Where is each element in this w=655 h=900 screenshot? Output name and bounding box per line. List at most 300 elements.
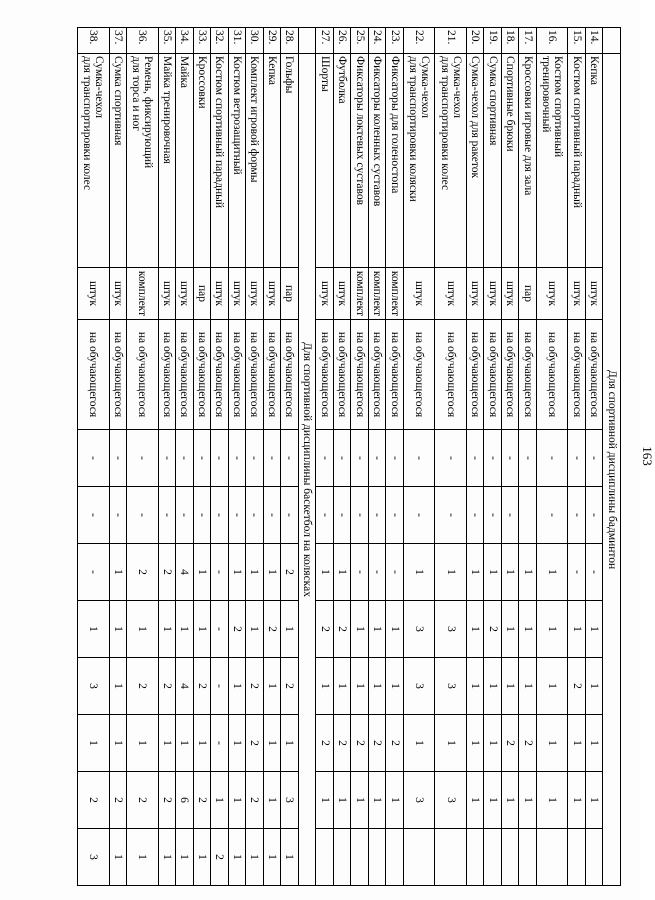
item-name: [228, 54, 246, 268]
allocation-cell: на обучающегося: [466, 320, 484, 430]
value-cell: 2: [351, 715, 369, 772]
unit-cell: штук: [568, 268, 586, 320]
value-cell: -: [78, 487, 110, 544]
value-cell: -: [585, 487, 603, 544]
allocation-cell: на обучающегося: [176, 320, 194, 430]
item-name-line: тренировочный: [540, 56, 553, 133]
value-cell: -: [127, 430, 159, 487]
item-name-line: Шорты: [318, 56, 331, 92]
value-cell: 1: [368, 658, 386, 715]
value-cell: 1: [78, 715, 110, 772]
value-cell: 1: [519, 658, 537, 715]
value-cell: 1: [158, 829, 176, 886]
value-cell: 1: [536, 715, 568, 772]
value-cell: 1: [211, 772, 229, 829]
value-cell: 3: [78, 829, 110, 886]
value-cell: -: [536, 430, 568, 487]
value-cell: 1: [333, 544, 351, 601]
value-cell: -: [368, 544, 386, 601]
value-cell: 1: [536, 772, 568, 829]
item-name: [403, 54, 435, 268]
value-cell: [585, 829, 603, 886]
value-cell: -: [403, 487, 435, 544]
item-name-line: Сумка-чехол: [450, 56, 463, 118]
unit-cell: комплект: [386, 268, 404, 320]
unit-cell: штук: [176, 268, 194, 320]
section-title: Для спортивной дисциплины баскетбол на колясках: [298, 54, 316, 886]
item-name-line: Комплект игровой формы: [248, 56, 261, 183]
value-cell: -: [386, 430, 404, 487]
value-cell: 1: [585, 772, 603, 829]
value-cell: -: [435, 487, 467, 544]
value-cell: 1: [228, 829, 246, 886]
value-cell: 1: [109, 715, 127, 772]
item-name: [246, 54, 264, 268]
table-row: [281, 28, 299, 886]
unit-cell: штук: [501, 268, 519, 320]
value-cell: 1: [466, 601, 484, 658]
value-cell: [484, 829, 502, 886]
value-cell: -: [158, 487, 176, 544]
table-row: [176, 28, 194, 886]
value-cell: 1: [484, 544, 502, 601]
value-cell: -: [435, 430, 467, 487]
item-name: [263, 54, 281, 268]
value-cell: 3: [435, 772, 467, 829]
value-cell: 4: [176, 544, 194, 601]
value-cell: 2: [281, 544, 299, 601]
value-cell: -: [211, 430, 229, 487]
unit-cell: штук: [536, 268, 568, 320]
value-cell: 1: [228, 544, 246, 601]
row-number: 22.: [403, 28, 435, 54]
value-cell: 1: [193, 715, 211, 772]
row-number: 25.: [351, 28, 369, 54]
value-cell: 1: [519, 601, 537, 658]
table-row: [333, 28, 351, 886]
value-cell: -: [127, 487, 159, 544]
value-cell: -: [228, 487, 246, 544]
table-row: [127, 28, 159, 886]
value-cell: 2: [158, 772, 176, 829]
value-cell: -: [193, 430, 211, 487]
value-cell: 2: [78, 772, 110, 829]
row-number: 29.: [263, 28, 281, 54]
table-row: [193, 28, 211, 886]
allocation-cell: на обучающегося: [158, 320, 176, 430]
value-cell: 1: [484, 658, 502, 715]
value-cell: 1: [333, 772, 351, 829]
allocation-cell: на обучающегося: [585, 320, 603, 430]
value-cell: -: [351, 487, 369, 544]
section-spacer: [603, 28, 621, 54]
table-row: [158, 28, 176, 886]
row-number: 31.: [228, 28, 246, 54]
table-row: [585, 28, 603, 886]
value-cell: 1: [109, 601, 127, 658]
table-row: [351, 28, 369, 886]
value-cell: -: [484, 430, 502, 487]
value-cell: 1: [536, 658, 568, 715]
item-name-line: Сумка-чехол: [93, 56, 106, 118]
value-cell: 1: [228, 772, 246, 829]
allocation-cell: на обучающегося: [211, 320, 229, 430]
value-cell: -: [281, 430, 299, 487]
row-number: 32.: [211, 28, 229, 54]
value-cell: -: [109, 487, 127, 544]
value-cell: 1: [536, 544, 568, 601]
value-cell: 1: [519, 772, 537, 829]
value-cell: [501, 829, 519, 886]
row-number: 23.: [386, 28, 404, 54]
value-cell: 1: [351, 772, 369, 829]
row-number: 24.: [368, 28, 386, 54]
item-name: [176, 54, 194, 268]
value-cell: 2: [484, 601, 502, 658]
unit-cell: штук: [158, 268, 176, 320]
unit-cell: комплект: [368, 268, 386, 320]
table-row: [78, 28, 110, 886]
item-name: [484, 54, 502, 268]
value-cell: [386, 829, 404, 886]
item-name-line: Сумка спортивная: [486, 56, 499, 146]
value-cell: 1: [519, 544, 537, 601]
value-cell: -: [211, 544, 229, 601]
item-name-line: Сумка-чехол: [419, 56, 432, 118]
value-cell: 3: [78, 658, 110, 715]
item-name-line: Фиксаторы локтевых суставов: [353, 56, 366, 206]
value-cell: 1: [501, 601, 519, 658]
item-name: [211, 54, 229, 268]
value-cell: 1: [501, 772, 519, 829]
value-cell: 2: [193, 658, 211, 715]
row-number: 15.: [568, 28, 586, 54]
unit-cell: пар: [281, 268, 299, 320]
item-name: [435, 54, 467, 268]
value-cell: 1: [568, 772, 586, 829]
value-cell: 3: [281, 772, 299, 829]
item-name-line: Фиксаторы для голеностопа: [388, 56, 401, 194]
page-number: 163: [640, 446, 655, 466]
item-name-line: Спортивные брюки: [504, 56, 517, 152]
value-cell: 4: [176, 658, 194, 715]
item-name: [536, 54, 568, 268]
item-name: [386, 54, 404, 268]
value-cell: -: [333, 487, 351, 544]
value-cell: -: [211, 715, 229, 772]
value-cell: 1: [158, 601, 176, 658]
equipment-table: [77, 27, 621, 886]
value-cell: 1: [386, 658, 404, 715]
row-number: 35.: [158, 28, 176, 54]
value-cell: 1: [466, 658, 484, 715]
value-cell: -: [176, 487, 194, 544]
value-cell: 1: [228, 658, 246, 715]
item-name: [368, 54, 386, 268]
section-title: Для спортивной дисциплины бадминтон: [603, 54, 621, 886]
value-cell: 1: [193, 829, 211, 886]
value-cell: -: [368, 430, 386, 487]
value-cell: [519, 487, 537, 544]
value-cell: [351, 829, 369, 886]
value-cell: 1: [109, 544, 127, 601]
item-name-line: Футболка: [336, 56, 349, 104]
value-cell: -: [386, 487, 404, 544]
value-cell: 6: [176, 772, 194, 829]
value-cell: 1: [501, 544, 519, 601]
value-cell: 1: [228, 715, 246, 772]
value-cell: 1: [281, 715, 299, 772]
table-row: [519, 28, 537, 886]
value-cell: 2: [193, 772, 211, 829]
value-cell: -: [351, 430, 369, 487]
value-cell: 1: [127, 829, 159, 886]
row-number: 30.: [246, 28, 264, 54]
section-header-row: [298, 28, 316, 886]
unit-cell: штук: [316, 268, 334, 320]
allocation-cell: на обучающегося: [193, 320, 211, 430]
table-row: [386, 28, 404, 886]
allocation-cell: на обучающегося: [568, 320, 586, 430]
item-name: [501, 54, 519, 268]
value-cell: 1: [316, 544, 334, 601]
value-cell: 1: [351, 658, 369, 715]
value-cell: 1: [568, 715, 586, 772]
unit-cell: штук: [435, 268, 467, 320]
unit-cell: пар: [193, 268, 211, 320]
allocation-cell: на обучающегося: [246, 320, 264, 430]
value-cell: 1: [368, 772, 386, 829]
value-cell: 1: [109, 658, 127, 715]
value-cell: 2: [263, 601, 281, 658]
row-number: 26.: [333, 28, 351, 54]
table-row: [466, 28, 484, 886]
item-name-line: Кепка: [588, 56, 601, 86]
row-number: 19.: [484, 28, 502, 54]
item-name-line: Кепка: [265, 56, 278, 86]
value-cell: 1: [246, 829, 264, 886]
value-cell: 1: [193, 601, 211, 658]
value-cell: 1: [176, 715, 194, 772]
item-name-line: Фиксаторы коленных суставов: [371, 56, 384, 207]
value-cell: 2: [109, 772, 127, 829]
value-cell: -: [263, 430, 281, 487]
value-cell: -: [228, 430, 246, 487]
row-number: 34.: [176, 28, 194, 54]
item-name: [281, 54, 299, 268]
row-number: 37.: [109, 28, 127, 54]
item-name: [316, 54, 334, 268]
item-name: [127, 54, 159, 268]
value-cell: -: [536, 487, 568, 544]
value-cell: 1: [585, 715, 603, 772]
value-cell: [435, 829, 467, 886]
item-name-line: Костюм ветрозащитный: [230, 56, 243, 175]
section-spacer: [298, 28, 316, 54]
unit-cell: комплект: [351, 268, 369, 320]
table-row: [403, 28, 435, 886]
allocation-cell: на обучающегося: [536, 320, 568, 430]
value-cell: 2: [316, 601, 334, 658]
unit-cell: штук: [211, 268, 229, 320]
unit-cell: штук: [246, 268, 264, 320]
item-name: [333, 54, 351, 268]
table-row: [568, 28, 586, 886]
row-number: 27.: [316, 28, 334, 54]
value-cell: 1: [263, 658, 281, 715]
section-header-row: [603, 28, 621, 886]
item-name-line: Кроссовки игровые для зала: [521, 56, 534, 196]
item-name: [466, 54, 484, 268]
value-cell: [368, 829, 386, 886]
value-cell: -: [211, 601, 229, 658]
value-cell: -: [333, 430, 351, 487]
value-cell: -: [403, 430, 435, 487]
value-cell: -: [246, 487, 264, 544]
item-name: [568, 54, 586, 268]
row-number: 18.: [501, 28, 519, 54]
allocation-cell: на обучающегося: [484, 320, 502, 430]
value-cell: -: [568, 544, 586, 601]
allocation-cell: на обучающегося: [386, 320, 404, 430]
unit-cell: штук: [585, 268, 603, 320]
allocation-cell: на обучающегося: [127, 320, 159, 430]
value-cell: 1: [281, 829, 299, 886]
value-cell: 3: [403, 601, 435, 658]
value-cell: [536, 829, 568, 886]
item-name-line: Кроссовки: [195, 56, 208, 109]
value-cell: -: [501, 487, 519, 544]
value-cell: 1: [127, 715, 159, 772]
row-number: 20.: [466, 28, 484, 54]
table-row: [211, 28, 229, 886]
value-cell: -: [316, 487, 334, 544]
value-cell: 1: [501, 658, 519, 715]
value-cell: [403, 829, 435, 886]
value-cell: -: [78, 430, 110, 487]
item-name: [585, 54, 603, 268]
value-cell: 1: [403, 544, 435, 601]
item-name-line: Майка тренировочная: [160, 56, 173, 164]
value-cell: 1: [484, 772, 502, 829]
allocation-cell: на обучающегося: [263, 320, 281, 430]
value-cell: 1: [127, 601, 159, 658]
value-cell: 1: [78, 601, 110, 658]
table-row: [263, 28, 281, 886]
value-cell: 2: [158, 658, 176, 715]
allocation-cell: на обучающегося: [333, 320, 351, 430]
value-cell: -: [211, 658, 229, 715]
unit-cell: комплект: [127, 268, 159, 320]
allocation-cell: на обучающегося: [316, 320, 334, 430]
allocation-cell: на обучающегося: [435, 320, 467, 430]
value-cell: 1: [176, 601, 194, 658]
value-cell: 1: [176, 829, 194, 886]
value-cell: 2: [228, 601, 246, 658]
table-row: [435, 28, 467, 886]
row-number: 17.: [519, 28, 537, 54]
value-cell: -: [351, 544, 369, 601]
table-row: [109, 28, 127, 886]
value-cell: 2: [127, 544, 159, 601]
value-cell: 1: [386, 772, 404, 829]
table-row: [316, 28, 334, 886]
item-name-line: для транспортировки колес: [438, 56, 451, 191]
value-cell: -: [78, 544, 110, 601]
row-number: 38.: [78, 28, 110, 54]
value-cell: 1: [246, 601, 264, 658]
value-cell: -: [466, 430, 484, 487]
allocation-cell: на обучающегося: [368, 320, 386, 430]
value-cell: -: [158, 430, 176, 487]
row-number: 28.: [281, 28, 299, 54]
value-cell: 1: [158, 715, 176, 772]
table-row: [368, 28, 386, 886]
item-name-line: Ремень, фиксирующий: [142, 56, 155, 169]
unit-cell: штук: [228, 268, 246, 320]
value-cell: 1: [263, 544, 281, 601]
value-cell: 3: [435, 601, 467, 658]
table-row: [246, 28, 264, 886]
value-cell: 2: [501, 715, 519, 772]
table-row: [501, 28, 519, 886]
value-cell: -: [368, 487, 386, 544]
table-row: [484, 28, 502, 886]
value-cell: 3: [403, 658, 435, 715]
item-name: [351, 54, 369, 268]
value-cell: 2: [368, 715, 386, 772]
allocation-cell: на обучающегося: [281, 320, 299, 430]
value-cell: 1: [435, 544, 467, 601]
value-cell: 2: [127, 658, 159, 715]
value-cell: 1: [368, 601, 386, 658]
unit-cell: пар: [519, 268, 537, 320]
unit-cell: штук: [484, 268, 502, 320]
item-name-line: Майка: [178, 56, 191, 89]
value-cell: 2: [158, 544, 176, 601]
item-name-line: Костюм спортивный: [552, 56, 565, 158]
allocation-cell: на обучающегося: [109, 320, 127, 430]
item-name: [78, 54, 110, 268]
value-cell: 2: [211, 829, 229, 886]
unit-cell: штук: [403, 268, 435, 320]
rotated-document: [77, 27, 655, 885]
item-name-line: Костюм спортивный парадный: [570, 56, 583, 208]
table-row: [536, 28, 568, 886]
allocation-cell: на обучающегося: [403, 320, 435, 430]
item-name: [193, 54, 211, 268]
value-cell: 1: [585, 601, 603, 658]
value-cell: 2: [386, 715, 404, 772]
value-cell: [466, 829, 484, 886]
item-name: [158, 54, 176, 268]
item-name-line: для торса и ног: [130, 56, 143, 132]
value-cell: 1: [316, 658, 334, 715]
value-cell: 2: [316, 715, 334, 772]
item-name-line: для транспортировки колес: [81, 56, 94, 191]
value-cell: -: [501, 430, 519, 487]
value-cell: 2: [246, 715, 264, 772]
row-number: 14.: [585, 28, 603, 54]
value-cell: -: [211, 487, 229, 544]
value-cell: [519, 829, 537, 886]
item-name: [519, 54, 537, 268]
value-cell: -: [484, 487, 502, 544]
unit-cell: штук: [263, 268, 281, 320]
value-cell: 1: [193, 544, 211, 601]
value-cell: 1: [386, 601, 404, 658]
row-number: 33.: [193, 28, 211, 54]
